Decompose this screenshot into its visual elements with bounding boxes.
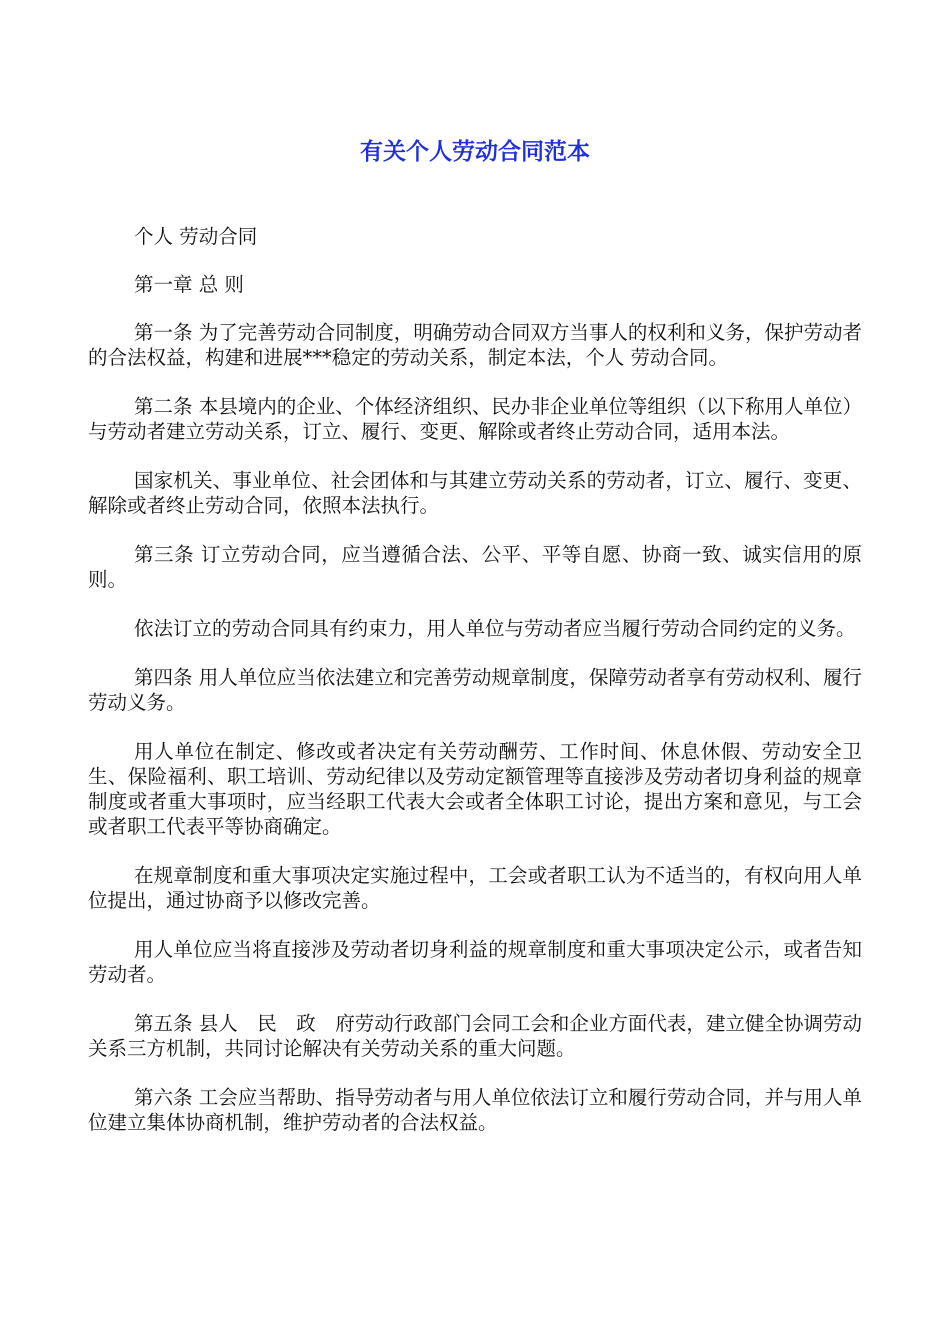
article-3-paragraph-2: 依法订立的劳动合同具有约束力，用人单位与劳动者应当履行劳动合同约定的义务。 [134,617,856,640]
contract-name: 个人 劳动合同 [134,225,258,248]
article-4-paragraph-3: 在规章制度和重大事项决定实施过程中，工会或者职工认为不适当的，有权向用人单位提出，通过协商予以修改完善。 [88,864,862,912]
document-title: 有关个人劳动合同范本 [360,138,590,164]
article-4-paragraph-4: 用人单位应当将直接涉及劳动者切身利益的规章制度和重大事项决定公示，或者告知劳动者。 [88,938,862,986]
chapter-heading: 第一章 总 则 [134,273,244,296]
article-2-paragraph-2: 国家机关、事业单位、社会团体和与其建立劳动关系的劳动者，订立、履行、变更、解除或者终止劳动合同，依照本法执行。 [88,469,862,517]
article-2: 第二条 本县境内的企业、个体经济组织、民办非企业单位等组织（以下称用人单位）与劳动者建立劳动关系，订立、履行、变更、解除或者终止劳动合同，适用本法。 [88,395,862,443]
article-4: 第四条 用人单位应当依法建立和完善劳动规章制度，保障劳动者享有劳动权利、履行劳动义务。 [88,666,862,714]
article-4-paragraph-2: 用人单位在制定、修改或者决定有关劳动酬劳、工作时间、休息休假、劳动安全卫生、保险福利、职工培训、劳动纪律以及劳动定额管理等直接涉及劳动者切身利益的规章制度或者重大事项时，应当经职工代表大会或者全体职工讨论，提出方案和意见，与工会或者职工代表平等协商确定。 [88,740,862,838]
article-3: 第三条 订立劳动合同，应当遵循合法、公平、平等自愿、协商一致、诚实信用的原则。 [88,543,862,591]
document-body [88,224,862,1159]
article-6: 第六条 工会应当帮助、指导劳动者与用人单位依法订立和履行劳动合同，并与用人单位建立集体协商机制，维护劳动者的合法权益。 [88,1086,862,1134]
article-1: 第一条 为了完善劳动合同制度，明确劳动合同双方当事人的权利和义务，保护劳动者的合法权益，构建和进展***稳定的劳动关系，制定本法，个人 劳动合同。 [88,321,862,369]
article-5: 第五条 县人 民 政 府劳动行政部门会同工会和企业方面代表，建立健全协调劳动关系三方机制，共同讨论解决有关劳动关系的重大问题。 [88,1012,862,1060]
